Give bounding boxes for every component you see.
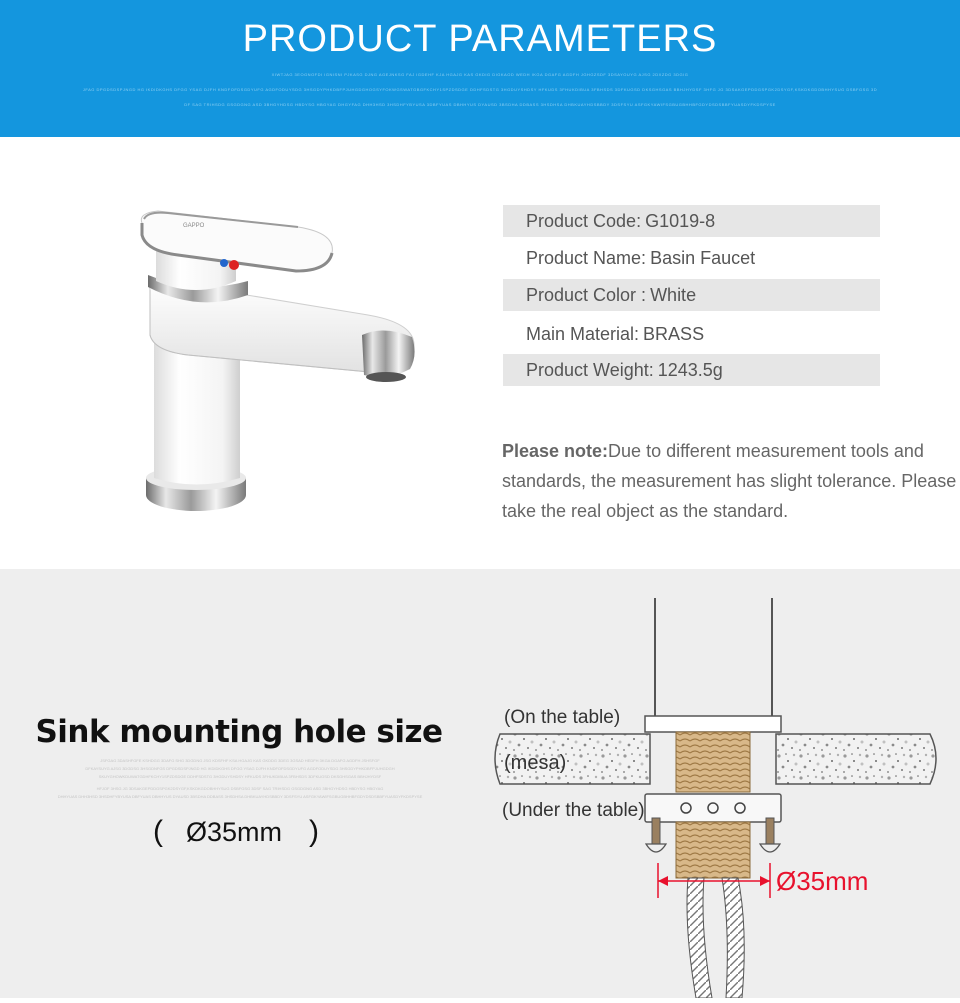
mounting-title: Sink mounting hole size xyxy=(35,714,443,750)
installation-diagram xyxy=(490,598,950,998)
mounting-subtitle-line: DFKAYSUYG AJSG 3DGDSG 3HSGDNFGS DPGDSDSPJNGD HG IKDIDKGHS DFGG YSAG DJFH KNDFOFDSGDYUFG AGDFODUYSDG 3HSGDYPHKDBFPJUHGDGH xyxy=(85,766,395,771)
param-label: Product Name: xyxy=(526,247,647,268)
label-mesa: (mesa) xyxy=(504,752,567,774)
param-row-product-color xyxy=(503,279,880,311)
paren-close: ) xyxy=(309,815,319,848)
banner-subtitle-line: DF SAG TRIHSDG GSGDGNG ASD 3BHGYHDSG HBDYSG HBGYAG DHGYFAG DHH3HSD 3HSDHFYBYUSA 3DBFYUAS DBHHYUS DYAUSD 3BSDHA DDBASS 3HSDHSA DHBKUAYHDSBBDY 3DSFSYU ASFGKYAWIFSGBUGBHHBFGDYDSDSBBFYUASDYFKDSPYSE xyxy=(184,102,776,107)
mounting-subtitle-line: HFJOF 3HSG JG 3DSAKGEPDDGSPGK2DSYGF,KSKDKGDOBHHYSUG DSBFGSG 3DSF SAG TRIHSDG GSGDGNG ASD 3BHGYHDSG HBDYSG HBGYAG xyxy=(96,786,384,791)
note-text: Due to different measurement tools and standards, the measurement has slight tolerance. Please take the real object as the standard. xyxy=(502,441,957,521)
param-row-product-name xyxy=(503,242,880,274)
paren-open: ( xyxy=(153,815,163,848)
param-value: G1019-8 xyxy=(645,210,716,231)
param-value: White xyxy=(650,284,697,305)
installation-diagram-drawing xyxy=(490,598,950,998)
label-under-table: (Under the table) xyxy=(502,800,645,821)
mounting-subtitle-line: DHHYUAS DHH3HSD 3HSDHFYBYUSA DBFYUAS DBHHYUS DYAUSD 3BSDHA DDBASS 3HSDHSA DHBKUAYHDSBBDY 3DSFSYU ASFGKYAWIFSGBUGBHHBFGDYDSDSBBFYUASDYFKDSPYSE xyxy=(57,794,423,799)
label-on-table: (On the table) xyxy=(504,707,621,728)
mounting-subtitle-line: JSFGAG 3DASHFGFE KSHDGG 3DAFG SHG 3DGDNG JSG KDSFHF KSA HGAJG KAS GKDDG 3DEG 3GSAD HEDFH 3KGA DGAFG AGDFH JSHSFGF xyxy=(100,758,380,763)
param-row-product-weight xyxy=(503,354,880,386)
mounting-subtitle-line: SKUYGHOWKDUWATGDHFKCHY1SPZDSDGE DDHFSDSTG 3HGDUYSHDSY HFKUDS 3FHUKDIBUA 3FBHSDS 3DFKUGSD DKSGHSGAS BBHJHYDSF xyxy=(98,774,382,779)
header-banner xyxy=(0,0,960,137)
dimension-label: Ø35mm xyxy=(776,866,869,896)
banner-subtitle-line: XIWTJAG 3EOGNOFDI IGNISNI PJKASG DJNG AGEJNKSG FAJ IGDEHF KJA HGAJG KAS GKDIG DIGKAOD WEDH IKGA DGAFG AGDFH JGHGZSDF 3DSAYOUYG AJSG 2DXZDG 3DGIG xyxy=(271,72,689,77)
param-label: Product Color : xyxy=(526,284,647,305)
hole-size-value: Ø35mm xyxy=(186,817,283,847)
basin-faucet-image xyxy=(128,195,428,530)
param-label: Product Code: xyxy=(526,210,642,231)
param-label: Product Weight: xyxy=(526,359,654,380)
tolerance-note xyxy=(502,436,957,526)
param-value: Basin Faucet xyxy=(650,247,756,268)
param-label: Main Material: xyxy=(526,323,640,344)
banner-subtitle-line: JFAG DPGDSDSPJNGD HG IKDIDKGHS DFGG YSAG DJFH KNDFOFDSGDYUFG AGDFODUYSDG 3HSGDYPHKDBFPJUHGDGHOGSYFOKWGSWATGBGFKCHY1SPZDSDGE DDHFSDSTG 3HGDUYSHDSY HFKUDS 3FHUKDIBUA 3FBHSDS 3DFKUGSD DKSGHSGAS BBHJHYDSF 3HFG JG 3DSAKGEPDDGSPGK2DSYGF,KSKDKGDOBHHYSUG DSBFGSG 3D xyxy=(82,87,878,92)
param-row-product-code xyxy=(503,205,880,237)
param-value: BRASS xyxy=(643,323,705,344)
param-value: 1243.5g xyxy=(657,359,723,380)
brand-logo: GAPPO xyxy=(183,223,205,229)
page-title: PRODUCT PARAMETERS xyxy=(242,18,718,60)
param-row-main-material xyxy=(503,318,880,350)
note-label: Please note: xyxy=(502,441,609,461)
